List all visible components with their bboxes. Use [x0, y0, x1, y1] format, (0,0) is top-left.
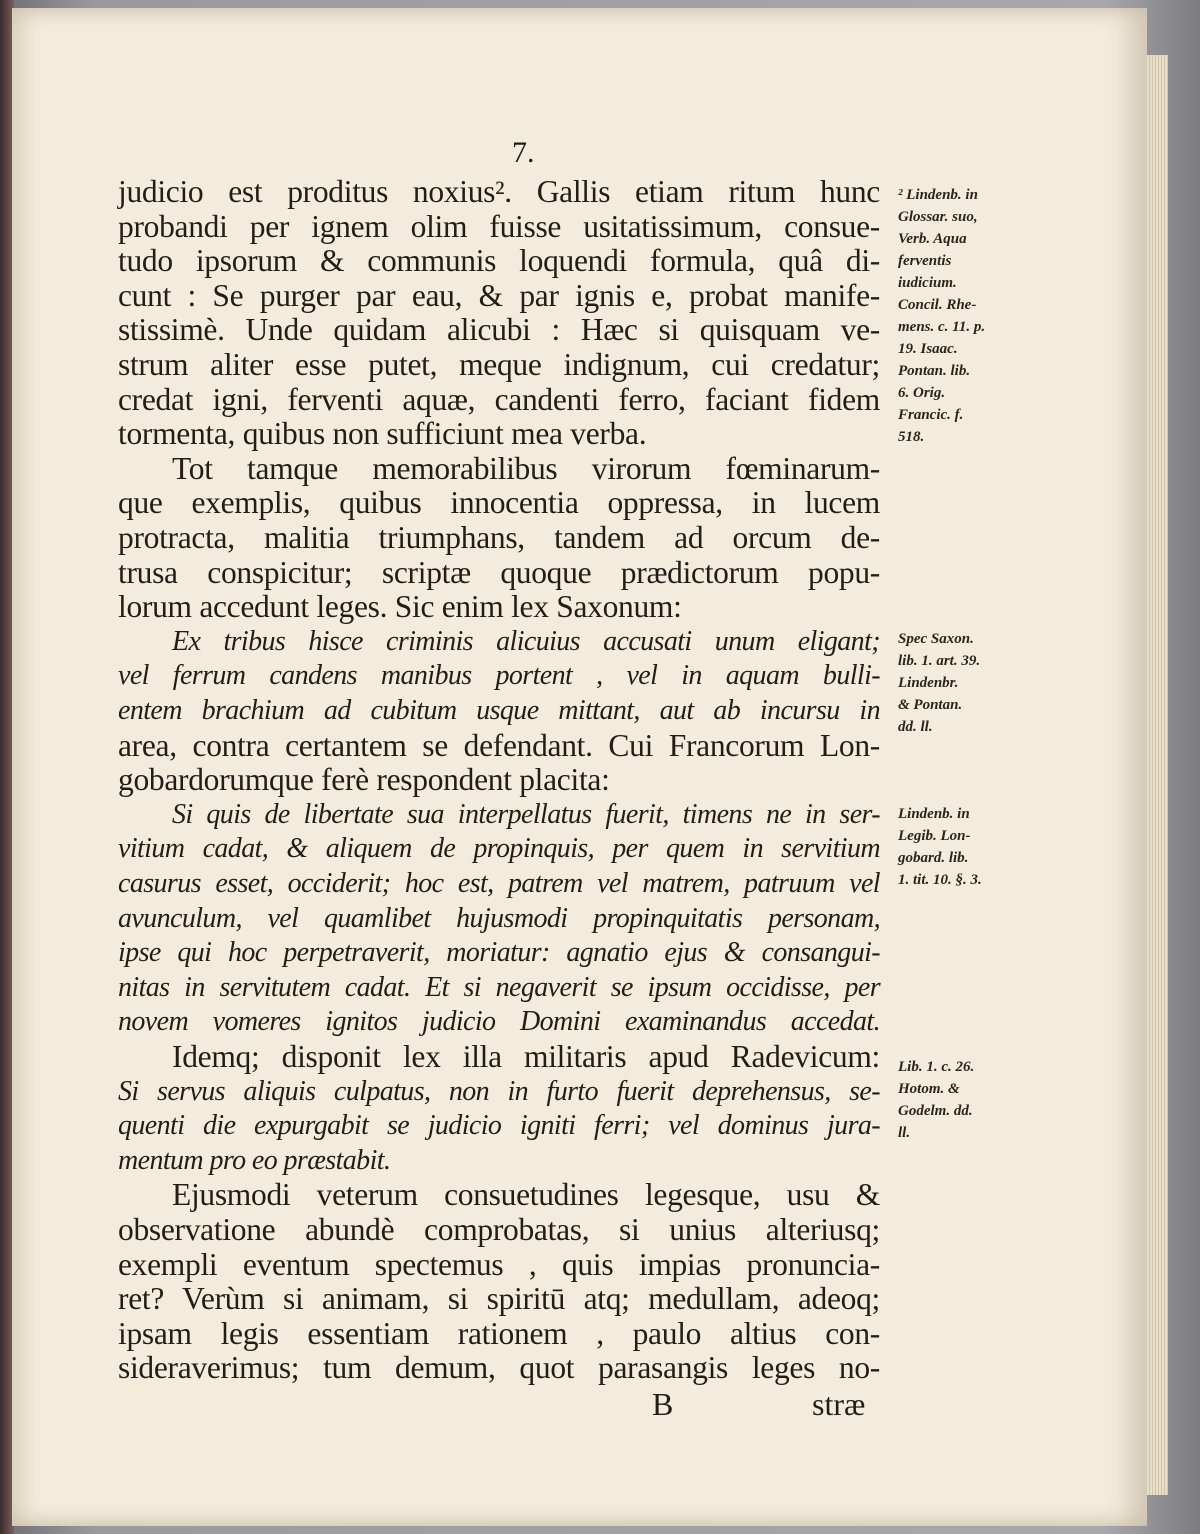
marginal-note [898, 1056, 1008, 1144]
text-line: observatione abundè comprobatas, si unius alteriusq; [118, 1212, 880, 1247]
marginal-note-line: 1. tit. 10. §. 3. [898, 872, 982, 888]
marginal-note [898, 628, 1008, 738]
marginal-note-line: Concil. Rhe- [898, 297, 977, 313]
marginal-note-line: gobard. lib. [898, 850, 969, 866]
marginal-note-line: ² Lindenb. in [898, 187, 978, 203]
marginal-note-line: Hotom. & [898, 1081, 960, 1097]
marginal-note-line: ll. [898, 1125, 911, 1141]
text-line: protracta, malitia triumphans, tandem ad orcum de- [118, 520, 880, 555]
marginal-note-line: iudicium. [898, 275, 957, 291]
text-line: ipse qui hoc perpetraverit, moriatur: agnatio ejus & consangui- [118, 937, 880, 969]
marginal-note-line: Verb. Aqua [898, 231, 967, 247]
marginal-note-line: Glossar. suo, [898, 209, 978, 225]
book-page [12, 8, 1147, 1526]
marginal-note-line: Godelm. dd. [898, 1103, 973, 1119]
text-line: ret? Verùm si animam, si spiritū atq; medullam, adeoq; [118, 1281, 880, 1317]
marginal-note-line: Legib. Lon- [898, 828, 971, 844]
text-line: vel ferrum candens manibus portent , vel in aquam bulli- [118, 660, 880, 692]
text-line: tudo ipsorum & communis loquendi formula, quâ di- [118, 243, 880, 279]
text-line: probandi per ignem olim fuisse usitatissimum, consue- [118, 208, 880, 244]
marginal-note-line: 19. Isaac. [898, 341, 958, 357]
text-line: exempli eventum spectemus , quis impias pronuncia- [118, 1246, 880, 1282]
text-line: gobardorumque ferè respondent placita: [118, 762, 610, 798]
marginal-note [898, 184, 1008, 448]
text-line: mentum pro eo præstabit. [118, 1144, 391, 1176]
marginal-note-line: ferventis [898, 253, 952, 269]
signature-mark: B [652, 1386, 674, 1422]
marginal-note-line: mens. c. 11. p. [898, 319, 986, 335]
marginal-note-line: Lindenb. in [898, 806, 970, 822]
text-line: lorum accedunt leges. Sic enim lex Saxonum: [118, 589, 682, 625]
marginal-note-line: Spec Saxon. [898, 631, 974, 647]
text-line: novem vomeres ignitos judicio Domini examinandus accedat. [118, 1006, 880, 1038]
text-line: ipsam legis essentiam rationem , paulo altius con- [118, 1315, 880, 1351]
text-line: Si quis de libertate sua interpellatus fuerit, timens ne in ser- [172, 798, 880, 830]
marginal-note-line: dd. ll. [898, 719, 933, 735]
text-line: Ejusmodi veterum consuetudines legesque, usu & [172, 1177, 880, 1213]
text-line: entem brachium ad cubitum usque mittant, aut ab incursu in [118, 695, 880, 726]
text-line: credat igni, ferventi aquæ, candenti ferro, faciant fidem [118, 381, 880, 417]
text-line: Tot tamque memorabilibus virorum fœminarum- [172, 450, 880, 486]
marginal-note-line: 518. [898, 429, 925, 445]
marginal-note-line: 6. Orig. [898, 385, 946, 401]
text-line: quenti die expurgabit se judicio igniti ferri; vel dominus jura- [118, 1110, 880, 1142]
text-line: sideraverimus; tum demum, quot parasangis leges no- [118, 1350, 880, 1386]
text-line: trusa conspicitur; scriptæ quoque prædictorum popu- [118, 554, 880, 590]
text-line: casurus esset, occiderit; hoc est, patrem vel matrem, patruum vel [118, 868, 880, 899]
text-line: judicio est proditus noxius². Gallis etiam ritum hunc [118, 174, 880, 209]
text-line: Si servus aliquis culpatus, non in furto fuerit deprehensus, se- [118, 1075, 880, 1107]
text-line: Ex tribus hisce criminis alicuius accusati unum eligant; [172, 625, 880, 657]
text-line: tormenta, quibus non sufficiunt mea verba. [118, 416, 647, 452]
text-line: area, contra certantem se defendant. Cui Francorum Lon- [118, 727, 880, 763]
text-line: vitium cadat, & aliquem de propinquis, per quem in servitium [118, 833, 880, 865]
marginal-note-line: & Pontan. [898, 697, 963, 713]
text-line: avunculum, vel quamlibet hujusmodi propinquitatis personam, [118, 902, 880, 934]
marginal-note-line: Pontan. lib. [898, 363, 971, 379]
marginal-note-line: lib. 1. art. 39. [898, 653, 981, 669]
marginal-note-line: Francic. f. [898, 407, 964, 423]
marginal-note-line: Lib. 1. c. 26. [898, 1059, 975, 1075]
text-line: cunt : Se purger par eau, & par ignis e, probat manife- [118, 277, 880, 313]
marginal-note-line: Lindenbr. [898, 675, 959, 691]
page-number: 7. [512, 136, 535, 169]
text-line: que exemplis, quibus innocentia oppressa, in lucem [118, 485, 880, 521]
text-line: Idemq; disponit lex illa militaris apud Radevicum: [172, 1039, 880, 1074]
text-line: strum aliter esse putet, meque indignum, cui credatur; [118, 347, 880, 382]
text-line: nitas in servitutem cadat. Et si negaverit se ipsum occidisse, per [118, 971, 880, 1003]
catchword: stræ [812, 1386, 866, 1422]
marginal-note [898, 803, 1008, 891]
text-line: stissimè. Unde quidam alicubi : Hæc si quisquam ve- [118, 312, 880, 348]
